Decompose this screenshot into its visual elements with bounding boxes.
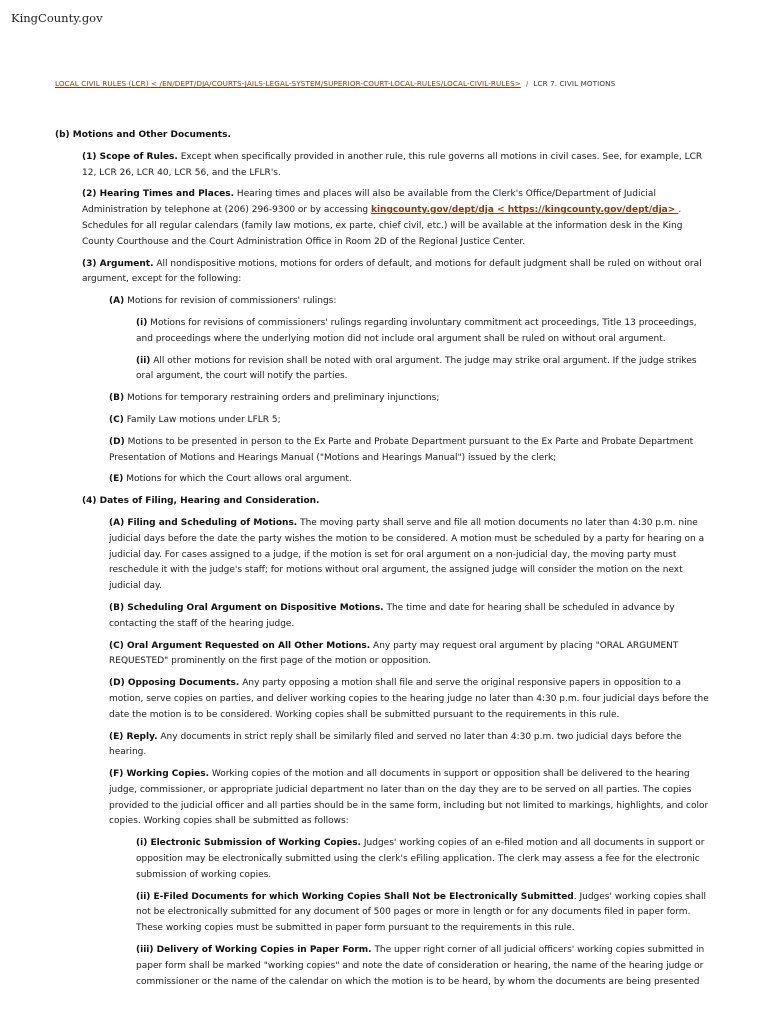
paragraph-scope-of-rules: [82, 150, 715, 182]
item-4F: (F) Working Copies. Working copies of the motion and all documents in support or opposition shall be delivered to the hearing judge, commissioner, or appropriate judicial department no later than on the day they are to be served on all parties. The copies provided to the judicial officer and all parties should be in the same form, including but not limited to markings, highlights, and color copies. Working copies shall be submitted as follows:: [109, 769, 709, 827]
item-4C: (C) Oral Argument Requested on All Other Motions. Any party may request oral argument by placing "ORAL ARGUMENT REQUESTED" prominently on the first page of the motion or opposition.: [109, 640, 679, 667]
item-4F-iii: (iii) Delivery of Working Copies in Paper Form. The upper right corner of all judicial officers' working copies submitted in paper form shall be marked "working copies" and note the date of consideration or hearing, the name of the hearing judge or commissioner or the name of the calendar on which the motion is to be heard, by whom the documents are being presented: [136, 945, 705, 987]
item-3A-ii: (ii) All other motions for revision shall be noted with oral argument. The judge may strike oral argument. If the judge strikes oral argument, the court will notify the parties.: [136, 355, 697, 382]
paragraph-text: . Schedules for all regular calendars (family law motions, ex parte, chief civil, etc.) will be available at the information desk in the King County Courthouse and the Court Administration Office in Room 2D of the Regional Justice Center.: [82, 205, 683, 247]
breadcrumb: [55, 79, 615, 88]
paragraph-label: (2) Hearing Times and Places.: [82, 189, 235, 200]
section-4-heading: (4) Dates of Filing, Hearing and Consideration.: [82, 496, 320, 507]
paragraph-text: All nondispositive motions, motions for orders of default, and motions for default judgment shall be ruled on without oral argument, except for the following:: [82, 258, 702, 285]
item-4B: (B) Scheduling Oral Argument on Dispositive Motions. The time and date for hearing shall be scheduled in advance by contacting the staff of the hearing judge.: [109, 602, 675, 629]
breadcrumb-link-local-civil-rules[interactable]: LOCAL CIVIL RULES (LCR) < /EN/DEPT/DJA/COURTS-JAILS-LEGAL-SYSTEM/SUPERIOR-COURT-LOCAL-RULES/LOCAL-CIVIL-RULES>: [55, 79, 521, 88]
item-4E: (E) Reply. Any documents in strict reply shall be similarly filed and served no later than 4:30 p.m. two judicial days before the hearing.: [109, 731, 682, 758]
section-b-heading: (b) Motions and Other Documents.: [55, 130, 231, 140]
breadcrumb-separator: /: [525, 79, 529, 88]
item-3A-i: (i) Motions for revisions of commissioners' rulings regarding involuntary commitment act proceedings, Title 13 proceedings, and proceedings where the underlying motion did not include oral argument shall be ruled on without oral argument.: [136, 317, 697, 344]
item-3D: (D) Motions to be presented in person to the Ex Parte and Probate Department pursuant to the Ex Parte and Probate Department Presentation of Motions and Hearings Manual ("Motions and Hearings Manual") issued by the clerk;: [109, 436, 694, 463]
paragraph-argument: [82, 257, 715, 289]
paragraph-text: Hearing times and places will also be available from the Clerk's Office/Department of Judicial Administration by telephone at (206) 296-9300 or by accessing: [82, 189, 656, 216]
dja-website-link[interactable]: kingcounty.gov/dept/dja < https://kingcounty.gov/dept/dja>: [370, 205, 679, 216]
paragraph-label: (1) Scope of Rules.: [82, 151, 178, 162]
item-4F-ii: (ii) E-Filed Documents for which Working Copies Shall Not be Electronically Submitted. Judges' working copies shall not be electronically submitted for any document of 500 pages or more in length or for any documents filed in paper form. These working copies must be submitted in paper form pursuant to the requirements in this rule.: [136, 891, 707, 934]
paragraph-label: (3) Argument.: [82, 258, 154, 269]
item-3E: (E) Motions for which the Court allows oral argument.: [109, 474, 352, 485]
breadcrumb-current: LCR 7. CIVIL MOTIONS: [533, 79, 616, 88]
paragraph-hearing-times: [82, 187, 715, 250]
item-4D: (D) Opposing Documents. Any party opposing a motion shall file and serve the original responsive papers in opposition to a motion, serve copies on parties, and deliver working copies to the hearing judge no later than 4:30 p.m. four judicial days before the date the motion is to be considered. Working copies shall be submitted pursuant to the requirements in this rule.: [109, 678, 709, 720]
item-3B: (B) Motions for temporary restraining orders and preliminary injunctions;: [109, 393, 440, 404]
item-4F-i: (i) Electronic Submission of Working Copies. Judges' working copies of an e-filed motion and all documents in support or opposition may be electronically submitted using the clerk's eFiling application. The clerk may assess a fee for the electronic submission of working copies.: [136, 838, 705, 880]
paragraph-text: Except when specifically provided in another rule, this rule governs all motions in civil cases. See, for example, LCR 12, LCR 26, LCR 40, LCR 56, and the LFLR's.: [82, 151, 703, 178]
item-3C: (C) Family Law motions under LFLR 5;: [109, 414, 281, 425]
rule-content: [55, 128, 715, 996]
site-title[interactable]: KingCounty.gov: [11, 11, 103, 25]
item-4A: (A) Filing and Scheduling of Motions. The moving party shall serve and file all motion documents no later than 4:30 p.m. nine judicial days before the date the party wishes the motion to be considered. A motion must be scheduled by a party for hearing on a judicial day. For cases assigned to a judge, if the motion is set for oral argument on a non-judicial day, the moving party must reschedule it with the judge's staff; for motions without oral argument, the assigned judge will consider the motion on the next judicial day.: [109, 517, 705, 592]
item-3A: (A) Motions for revision of commissioners' rulings:: [109, 296, 337, 307]
